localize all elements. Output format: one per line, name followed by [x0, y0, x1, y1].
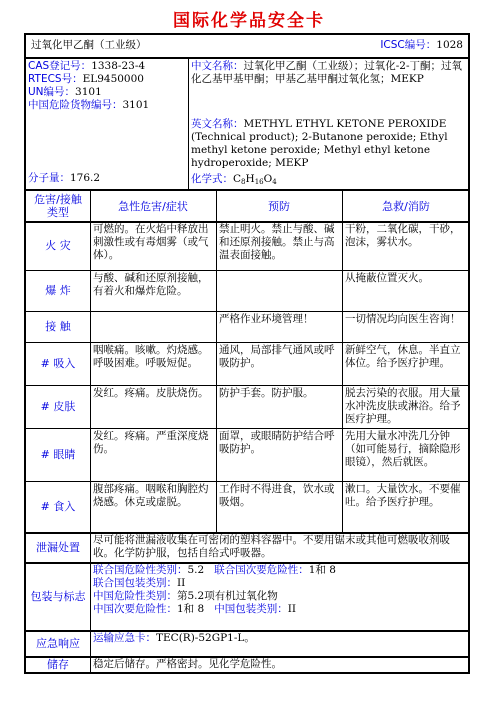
header-hazard: 急性危害/症状	[118, 199, 188, 213]
spill-text: 尽可能将泄漏液收集在可密闭的塑料容器中。不要用锯末或其他可燃吸收剂吸收。化学防护服，包括自给式呼吸器。	[93, 534, 450, 559]
row-type-label: # 眼睛	[40, 448, 76, 461]
row-prevention-cell	[217, 271, 341, 310]
spill-content	[91, 533, 469, 561]
chinese-name-block: 中文名称：过氧化甲乙酮（工业级）；过氧化-2-丁酮；过氧化乙基甲基甲酮；甲基乙基甲酮过氧化氢；MEKP	[191, 60, 463, 85]
row-hazard-cell: 发红。疼痛。严重深度烧伤。	[93, 430, 209, 455]
row-type-label: 接 触	[45, 320, 71, 333]
packaging-label: 包装与标志	[30, 589, 86, 603]
storage-text: 稳定后储存。严格密封。见化学危险性。	[93, 658, 282, 670]
row-aid-cell: 脱去污染的衣服。用大量水冲洗皮肤或淋浴。给予医疗护理。	[345, 387, 461, 425]
row-aid-cell: 新鲜空气，休息。半直立体位。给予医疗护理。	[345, 344, 461, 369]
row-hazard-cell	[91, 312, 215, 341]
row-hazard-cell: 与酸、碱和还原剂接触，有着火和爆炸危险。	[93, 272, 209, 297]
packaging-content	[91, 563, 469, 629]
card-title: 国际化学品安全卡	[173, 11, 325, 31]
row-prevention-cell: 禁止明火。禁止与酸、碱和还原剂接触。禁止与高温表面接触。	[219, 223, 335, 261]
row-prevention-cell: 工作时不得进食，饮水或吸烟。	[219, 483, 335, 508]
row-hazard-cell: 发红。疼痛。皮肤烧伤。	[93, 387, 209, 399]
chemical-name: 过氧化甲乙酮（工业级）	[31, 39, 147, 51]
row-aid-cell: 干粉，二氧化碳，干砂，泡沫，雾状水。	[345, 223, 461, 248]
emergency-label: 应急响应	[36, 636, 80, 650]
transport-emergency-card: 运输应急卡：TEC(R)-52GP1-L。	[93, 632, 255, 644]
row-prevention-cell: 面罩，或眼睛防护结合呼吸防护。	[219, 430, 335, 455]
molecular-weight: 分子量：176.2	[28, 172, 101, 184]
row-type-label: # 皮肤	[40, 400, 76, 413]
english-name-block: 英文名称：METHYL ETHYL KETONE PEROXIDE (Technical product); 2-Butanone peroxide; Ethyl methyl ketone peroxide; Methyl ethyl ketone hydroperoxide; MEKP	[191, 118, 448, 169]
row-prevention-cell: 严格作业环境管理！	[219, 313, 314, 325]
row-aid-cell: 漱口。大量饮水。不要催吐。给予医疗护理。	[345, 483, 461, 508]
row-hazard-cell: 腹部疼痛。咽喉和胸腔灼烧感。休克或虚脱。	[93, 483, 209, 508]
row-type-label: # 食入	[40, 500, 76, 513]
row-prevention-cell: 防护手套。防护服。	[219, 387, 314, 399]
row-aid-cell: 一切情况均向医生咨询！	[345, 313, 461, 325]
spill-label: 泄漏处置	[36, 540, 80, 554]
un-packing-line: 联合国包装类别：II	[93, 577, 186, 589]
header-type: 危害/接触类型	[34, 193, 82, 219]
chemical-formula: 化学式：$C_8H_{16}O_4$	[191, 173, 277, 186]
header-prevention: 预防	[268, 199, 290, 213]
row-type-label: 爆 炸	[45, 284, 71, 297]
row-prevention-cell: 通风，局部排气通风或呼吸防护。	[219, 344, 335, 369]
emergency-content	[91, 631, 469, 655]
identifiers-block	[26, 59, 188, 189]
un-number: UN编号：3101	[28, 86, 102, 98]
row-type-label: 火 灾	[45, 239, 71, 252]
row-type-label: # 吸入	[40, 357, 76, 370]
cas-number: CAS登记号：1338-23-4	[28, 60, 146, 72]
row-aid-cell: 从掩蔽位置灭火。	[345, 272, 429, 284]
header-aid: 急救/消防	[382, 199, 430, 213]
storage-content	[91, 657, 469, 672]
cn-hazard-line: 中国危险性类别：第5.2项有机过氧化物	[93, 590, 278, 602]
cn-sub-hazard-line: 中国次要危险性：1和 8 中国包装类别：II	[93, 603, 297, 615]
storage-label: 储存	[47, 658, 69, 671]
rtecs-number: RTECS号：EL9450000	[28, 73, 144, 85]
row-aid-cell: 先用大量水冲洗几分钟（如可能易行，摘除隐形眼镜），然后就医。	[345, 430, 461, 468]
icsc-number: ICSC编号：1028	[380, 39, 463, 51]
un-hazard-line: 联合国危险性类别：5.2 联合国次要危险性：1和 8	[93, 564, 336, 576]
safety-card	[24, 33, 470, 674]
row-hazard-cell: 可燃的。在火焰中释放出刺激性或有毒烟雾（或气体）。	[93, 223, 209, 261]
cn-dangerous-goods-number: 中国危险货物编号：3101	[28, 99, 150, 111]
row-hazard-cell: 咽喉痛。咳嗽。灼烧感。呼吸困难。呼吸短促。	[93, 344, 209, 369]
